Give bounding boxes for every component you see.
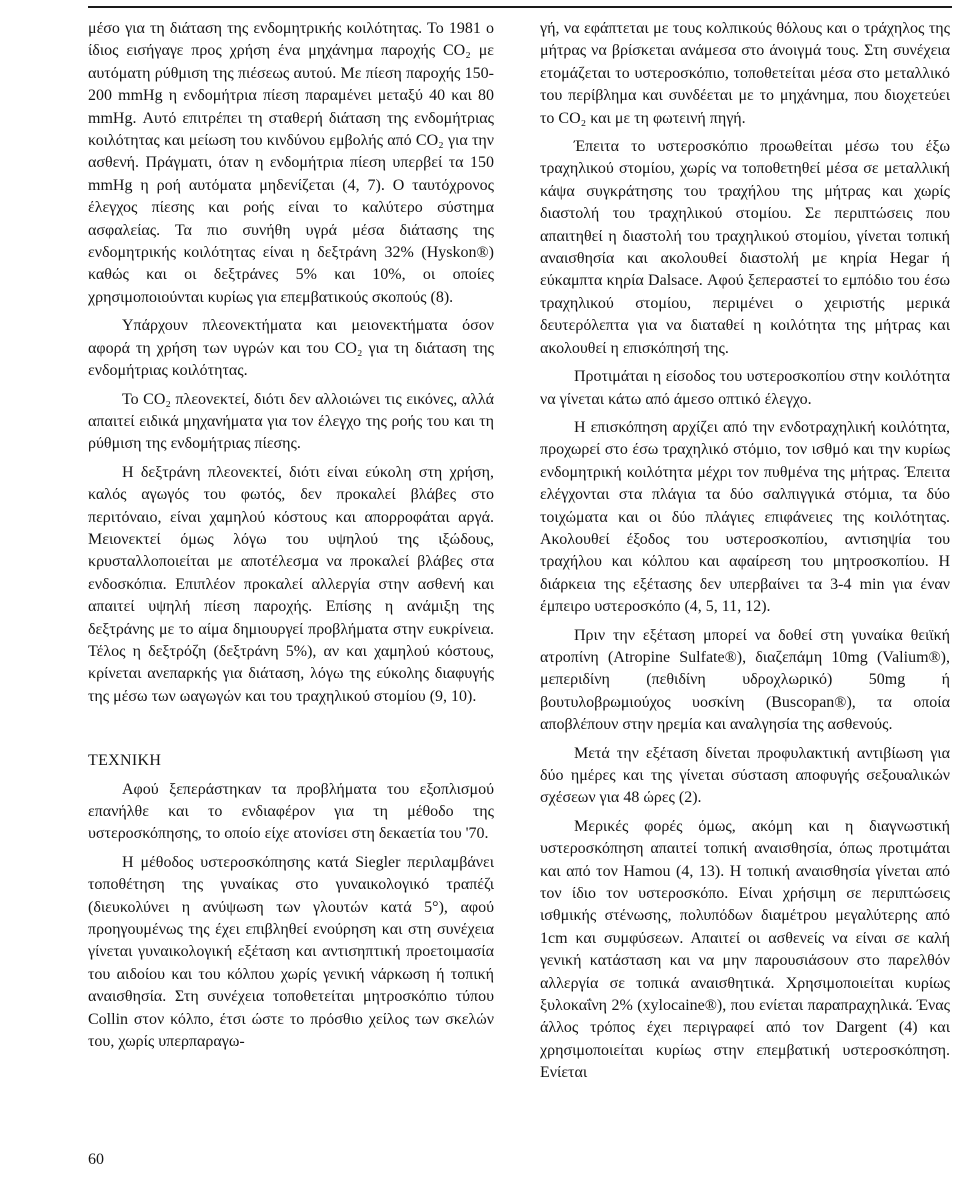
right-paragraph-7: Μερικές φορές όμως, ακόμη και η διαγνωστική υστεροσκόπηση απαιτεί τοπική αναισθησία, όπως προτιμάται και από τον Hamou (4, 13). Η τοπική αναισθησία γίνεται από τον ίδιο τον υστεροσκόπο. Είναι χρήσιμη σε περιπτώσεις ισθμικής στένωσης, πολυπόδων διαμέτρου μεγαλύτερης από 1cm και συμφύσεων. Απαιτεί οι ασθενείς να είναι σε καλή γενική κατάσταση και να μην παρουσιάσουν στο παρελθόν αλλεργία σε τοπικά αναισθητικά. Χρησιμοποιείται κυρίως ξυλοκαΐνη 2% (xylocaine®), που ενίεται παραπραχηλικά. Ένας άλλος τρόπος έχει περιγραφεί από τον Dargent (4) και χρησιμοποιείται κυρίως στην επεμβατική υστεροσκόπηση. Ενίεται	[540, 817, 950, 1082]
left-paragraph-3: Το CO₂ πλεονεκτεί, διότι δεν αλλοιώνει τις εικόνες, αλλά απαιτεί ειδικά μηχανήματα για τον έλεγχο της ροής του και τη ρύθμιση της ενδομήτριας πίεσης.	[88, 390, 494, 453]
left-paragraph-5: Αφού ξεπεράστηκαν τα προβλήματα του εξοπλισμού επανήλθε και το ενδιαφέρον για τη μέθοδο της υστεροσκόπησης, το οποίο είχε ατονίσει στη δεκαετία του '70.	[88, 780, 494, 843]
right-paragraph-1: γή, να εφάπτεται με τους κολπικούς θόλους και ο τράχηλος της μήτρας να βρίσκεται ανάμεσα στο άνοιγμά τους. Στη συνέχεια ετομάζεται το υστεροσκόπιο, τοποθετείται μέσα στο μεταλλικό του περίβλημα και συνδέεται με το μηχάνημα, που διοχετεύει το CO₂ και με τη φωτεινή πηγή.	[540, 20, 950, 127]
right-paragraph-5: Πριν την εξέταση μπορεί να δοθεί στη γυναίκα θειϊκή ατροπίνη (Atropine Sulfate®), διαζεπάμη 10mg (Valium®), μεπεριδίνη (πεθιδίνη υδροχλωρικό) 50mg ή βουτυλοβρωμιούχος υοσκίνη (Buscopan®), τα οποία αποβλέπουν στην ηρεμία και αναλγησία της ασθενούς.	[540, 626, 950, 734]
right-column	[540, 18, 950, 1091]
left-paragraph-6: Η μέθοδος υστεροσκόπησης κατά Siegler περιλαμβάνει τοποθέτηση της γυναίκας στο γυναικολογικό τραπέζι (διευκολύνει η ανύψωση των γλουτών κατά 5°), αφού προηγουμένως της έχει επιβληθεί ενούρηση και στη συνέχεια γίνεται γυναικολογική εξέταση και αντισηπτική προετοιμασία του αιδοίου και του κόλπου χωρίς γενική νάρκωση ή τοπική αναισθησία. Στη συνέχεια τοποθετείται μητροσκόπιο τύπου Collin στον κόλπο, έτσι ώστε το πρόσθιο χείλος των σκελών του, χωρίς υπερπαραγω-	[88, 853, 494, 1051]
left-column	[88, 18, 494, 1059]
page-number: 60	[88, 1151, 104, 1168]
right-paragraph-2: Έπειτα το υστεροσκόπιο προωθείται μέσω του έξω τραχηλικού στομίου, χωρίς να τοποθετηθεί μέσα σε μεταλλική κάψα συγκράτησης του τραχήλου της μήτρας και χωρίς διαστολή του τραχηλικού στομίου. Σε περιπτώσεις που απαιτηθεί η διαστολή του τραχηλικού στομίου, γίνεται τοπική αναισθησία και ακολουθεί διαστολή με κηρία Hegar ή εύκαμπτα κηρία Dalsace. Αφού ξεπεραστεί το εμπόδιο του έσω τραχηλικού στομίου, περιμένει ο χειριστής μερικά δευτερόλεπτα για να διαταθεί η κοιλότητα της μήτρας και ακολουθεί η επισκόπησή της.	[540, 138, 950, 357]
left-paragraph-4: Η δεξτράνη πλεονεκτεί, διότι είναι εύκολη στη χρήση, καλός αγωγός του φωτός, δεν προκαλεί βλάβες στο περιτόναιο, είναι χαμηλού κόστους και απορροφάται αργά. Μειονεκτεί όμως λόγω του υψηλού της ιξώδους, κρυσταλλοποιείται με αποτέλεσμα να προκαλεί βλάβες στα ενδοσκόπια. Επιπλέον προκαλεί αλλεργία στην ασθενή και απαιτεί υψηλή πίεση παροχής. Επίσης η ανάμιξη της δεξτράνης με το αίμα δημιουργεί προβλήματα στην ευκρίνεια. Τέλος η δεξτρόζη (δεξτράνη 5%), αν και χαμηλού κόστους, κρίνεται ανεπαρκής για διάταση, λόγω της εύκολης διαφυγής της μέσω των ωαγωγών και του τραχηλικού στομίου (9, 10).	[88, 463, 494, 705]
right-paragraph-6: Μετά την εξέταση δίνεται προφυλακτική αντιβίωση για δύο ημέρες και της γίνεται σύσταση αποφυγής σεξουαλικών σχέσεων για 48 ώρες (2).	[540, 744, 950, 807]
top-rule	[88, 6, 952, 8]
left-paragraph-1: μέσο για τη διάταση της ενδομητρικής κοιλότητας. Το 1981 ο ίδιος εισήγαγε προς χρήση ένα μηχάνημα παροχής CO₂ με αυτόματη ρύθμιση της πιέσεως αυτού. Με πίεση παροχής 150-200 mmHg η ενδομήτρια πίεση παραμένει μεταξύ 40 και 80 mmHg. Αυτό επιτρέπει τη σταθερή διάταση της ενδομήτριας κοιλότητας και μείωση του κινδύνου εμβολής από CO₂ για την ασθενή. Πράγματι, όταν η ενδομήτρια πίεση υπερβεί τα 150 mmHg η ροή αυτόματα μηδενίζεται (4, 7). Ο ταυτόχρονος έλεγχος πίεσης και ροής είναι το καλύτερο σύστημα ασφαλείας. Τα πιο συνήθη υγρά μέσα διάτασης της ενδομητρικής κοιλότητας είναι η δεξτράνη 32% (Hyskon®) καθώς και οι δεξτράνες 5% και 10%, οι οποίες χρησιμοποιούνται κυρίως για επεμβατικούς σκοπούς (8).	[88, 20, 494, 306]
section-heading-technique: ΤΕΧΝΙΚΗ	[88, 752, 162, 770]
right-paragraph-3: Προτιμάται η είσοδος του υστεροσκοπίου στην κοιλότητα να γίνεται κάτω από άμεσο οπτικό έλεγχο.	[540, 368, 950, 408]
right-paragraph-4: Η επισκόπηση αρχίζει από την ενδοτραχηλική κοιλότητα, προχωρεί στο έσω τραχηλικό στόμιο, τον ισθμό και την κυρίως ενδομητρική κοιλότητα μέχρι τον πυθμένα της μήτρας. Έπειτα ελέγχονται στα πλάγια τα δύο σαλπιγγικά στόμια, τα δύο τοιχώματα και οι δύο πλάγιες επιφάνειες της κοιλότητας. Ακολουθεί έξοδος του υστεροσκοπίου, αντισηψία του τραχήλου και κόλπου και αφαίρεση του μητροσκοπίου. Η διάρκεια της εξέτασης δεν υπερβαίνει τα 3-4 min για έναν έμπειρο υστεροσκόπο (4, 5, 11, 12).	[540, 418, 950, 616]
left-paragraph-2: Υπάρχουν πλεονεκτήματα και μειονεκτήματα όσον αφορά τη χρήση των υγρών και του CO₂ για τη διάταση της ενδομήτριας κοιλότητας.	[88, 317, 494, 380]
